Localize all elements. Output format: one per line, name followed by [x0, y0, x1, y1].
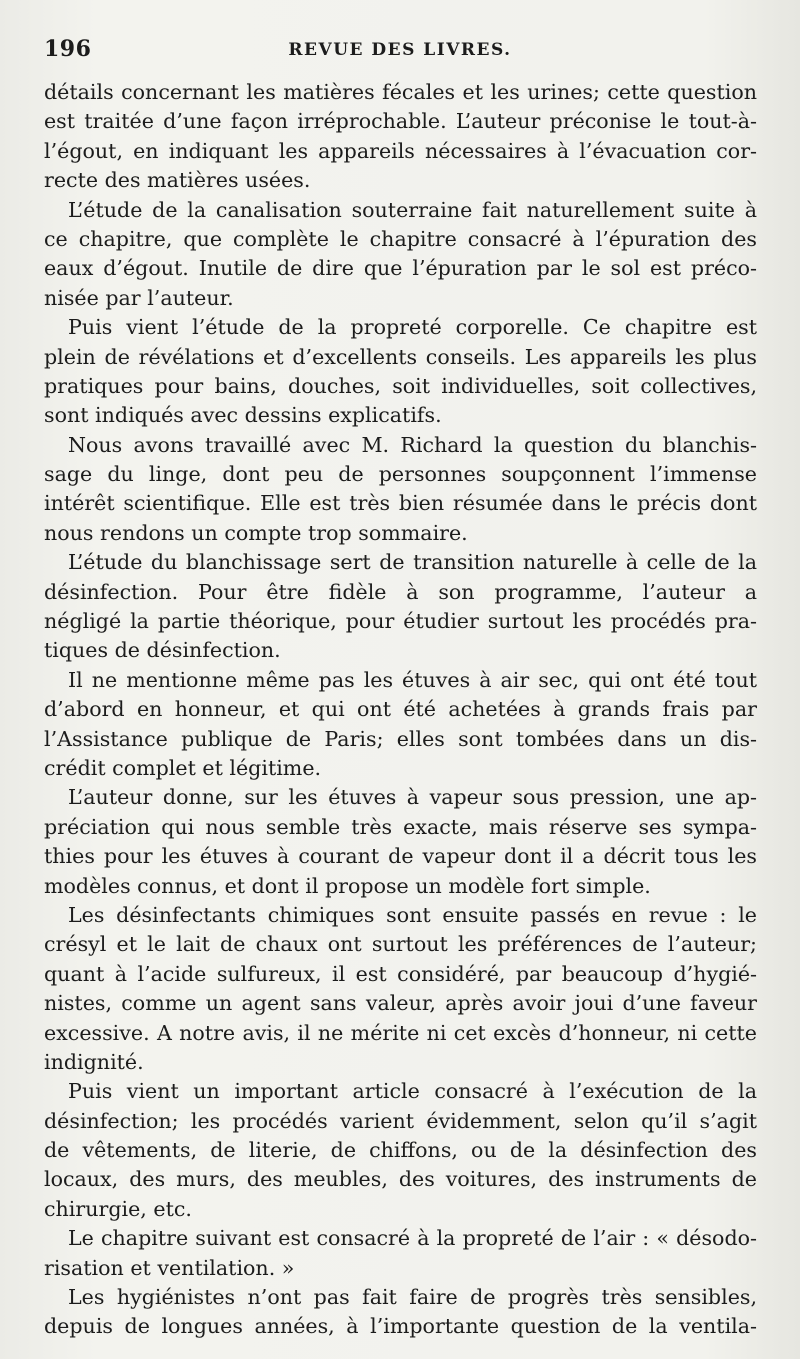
paragraph — [44, 548, 757, 666]
text-line: Il ne mentionne même pas les étuves à air sec, qui ont été tout — [68, 667, 757, 692]
text-line: L’auteur donne, sur les étuves à vapeur sous pression, une ap- — [68, 785, 757, 810]
text-line: modèles connus, et dont il propose un modèle fort simple. — [44, 873, 651, 898]
paragraph — [44, 1077, 757, 1224]
text-line: Puis vient un important article consacré à l’exécution de la — [68, 1079, 757, 1104]
paragraph — [44, 78, 757, 196]
text-line: L’étude du blanchissage sert de transition naturelle à celle de la — [68, 550, 757, 575]
text-line: Les hygiénistes n’ont pas fait faire de progrès très sensibles, — [68, 1285, 757, 1310]
text-line: quant à l’acide sulfureux, il est considéré, par beaucoup d’hygié- — [44, 961, 757, 986]
text-line: Puis vient l’étude de la propreté corporelle. Ce chapitre est — [68, 315, 757, 340]
text-line: risation et ventilation. » — [44, 1255, 295, 1280]
text-line: détails concernant les matières fécales et les urines; cette question — [44, 80, 757, 104]
text-line: désinfection. Pour être fidèle à son programme, l’auteur a — [44, 579, 757, 604]
text-line: de vêtements, de literie, de chiffons, ou de la désinfection des — [44, 1138, 757, 1163]
text-line: recte des matières usées. — [44, 168, 311, 193]
text-line: eaux d’égout. Inutile de dire que l’épuration par le sol est préco- — [44, 256, 757, 281]
text-line: excessive. A notre avis, il ne mérite ni cet excès d’honneur, ni cette — [44, 1020, 757, 1045]
running-head: REVUE DES LIVRES. — [288, 40, 512, 60]
text-line: d’abord en honneur, et qui ont été achetées à grands frais par — [44, 697, 757, 722]
paragraph — [44, 313, 757, 431]
text-line: Nous avons travaillé avec M. Richard la question du blanchis- — [68, 432, 757, 457]
text-line: depuis de longues années, à l’importante question de la ventila- — [44, 1314, 757, 1339]
text-line: sage du linge, dont peu de personnes soupçonnent l’immense — [44, 462, 757, 487]
text-line: intérêt scientifique. Elle est très bien résumée dans le précis dont — [44, 491, 757, 516]
text-line: nistes, comme un agent sans valeur, après avoir joui d’une faveur — [44, 991, 757, 1016]
text-line: sont indiqués avec dessins explicatifs. — [44, 403, 442, 428]
text-line: pratiques pour bains, douches, soit individuelles, soit collectives, — [44, 373, 757, 398]
text-line: Les désinfectants chimiques sont ensuite passés en revue : le — [68, 902, 757, 927]
page-number: 196 — [44, 36, 92, 62]
text-line: préciation qui nous semble très exacte, mais réserve ses sympa- — [44, 814, 757, 839]
text-line: locaux, des murs, des meubles, des voitures, des instruments de — [44, 1167, 757, 1192]
text-line: nous rendons un compte trop sommaire. — [44, 520, 468, 545]
text-line: ce chapitre, que complète le chapitre consacré à l’épuration des — [44, 226, 757, 251]
text-line: tiques de désinfection. — [44, 638, 281, 663]
body-text — [44, 78, 757, 1342]
text-line: désinfection; les procédés varient évidemment, selon qu’il s’agit — [44, 1108, 757, 1133]
paragraph — [44, 666, 757, 784]
text-line: est traitée d’une façon irréprochable. L’auteur préconise le tout-à- — [44, 109, 757, 134]
paragraph — [44, 783, 757, 901]
text-line: crédit complet et légitime. — [44, 755, 322, 780]
text-line: nisée par l’auteur. — [44, 285, 234, 310]
text-line: négligé la partie théorique, pour étudier surtout les procédés pra- — [44, 609, 757, 634]
paragraph — [44, 1283, 757, 1342]
paragraph — [44, 901, 757, 1077]
paragraph — [44, 196, 757, 314]
text-line: indignité. — [44, 1049, 144, 1074]
text-line: l’égout, en indiquant les appareils nécessaires à l’évacuation cor- — [44, 138, 757, 163]
text-line: Le chapitre suivant est consacré à la propreté de l’air : « désodo- — [68, 1226, 757, 1251]
text-line: thies pour les étuves à courant de vapeur dont il a décrit tous les — [44, 844, 757, 869]
text-line: crésyl et le lait de chaux ont surtout les préférences de l’auteur; — [44, 932, 757, 957]
text-line: L’étude de la canalisation souterraine fait naturellement suite à — [68, 197, 757, 222]
text-line: chirurgie, etc. — [44, 1196, 192, 1221]
text-line: l’Assistance publique de Paris; elles sont tombées dans un dis- — [44, 726, 757, 751]
paragraph — [44, 431, 757, 549]
paragraph — [44, 1224, 757, 1283]
text-line: plein de révélations et d’excellents conseils. Les appareils les plus — [44, 344, 757, 369]
